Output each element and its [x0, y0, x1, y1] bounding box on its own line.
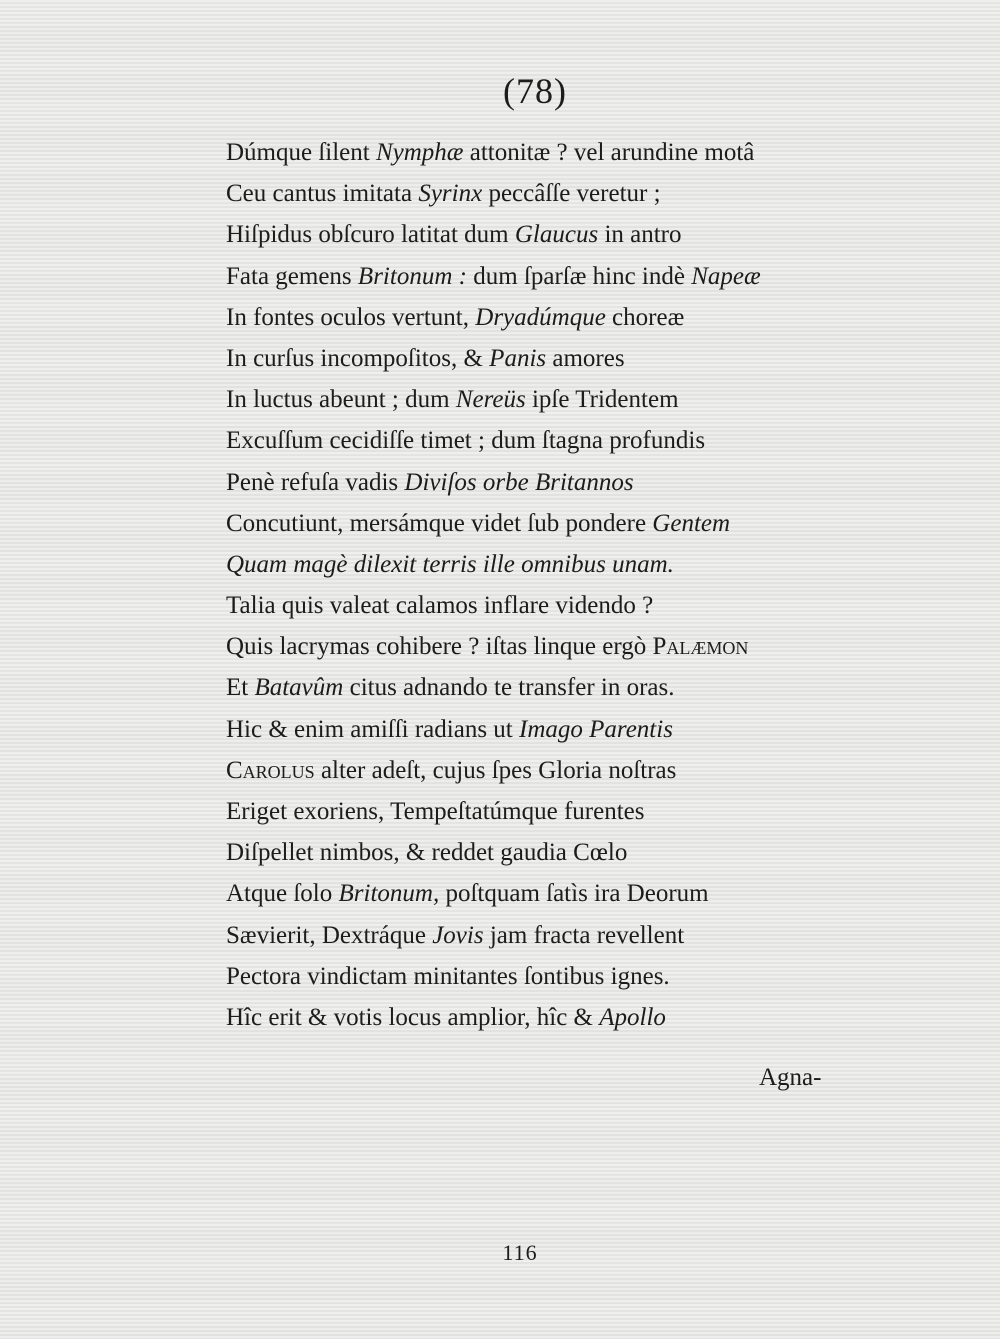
roman-text: Eriget exoriens, Tempeſtatúmque furentes [226, 798, 645, 825]
roman-text: In curſus incompoſitos, & [226, 344, 490, 372]
italic-text: Britonum, [338, 880, 440, 908]
verse-line [226, 791, 886, 832]
catchword: Agna- [759, 1064, 822, 1091]
roman-text: Pectora vindictam minitantes ſontibus ignes. [226, 962, 670, 990]
signature-number: 116 [502, 1240, 538, 1265]
verse-line [226, 667, 886, 708]
roman-text: choreæ [605, 303, 685, 331]
verse-line [226, 544, 886, 585]
roman-text: poſtquam ſatìs ira Deorum [439, 880, 709, 908]
italic-text: Glaucus [514, 221, 599, 249]
italic-text: Nereüs [455, 386, 526, 414]
verse-line [226, 214, 886, 255]
verse-line [226, 915, 886, 956]
verse-line [226, 997, 886, 1038]
roman-text: In fontes oculos vertunt, [226, 303, 476, 331]
italic-text: Quam magè dilexit terris ille omnibus unam. [226, 550, 674, 578]
italic-text: Gentem [652, 509, 731, 537]
italic-text: Diviſos orbe Britannos [404, 468, 634, 496]
roman-text: Hic & enim amiſſi radians ut [226, 715, 519, 743]
roman-text: Et [226, 674, 255, 702]
italic-text: Syrinx [418, 180, 483, 208]
roman-text: Hiſpidus obſcuro latitat dum [226, 221, 515, 249]
italic-text: Apollo [599, 1003, 666, 1031]
italic-text: Nymphæ [375, 139, 464, 166]
roman-text: citus adnando te transfer in oras. [343, 674, 675, 702]
roman-text: Quis lacrymas cohibere ? iſtas linque ergò [226, 633, 653, 661]
roman-text: Excuſſum cecidiſſe timet ; dum ſtagna profundis [226, 427, 706, 455]
roman-text: attonitæ ? vel arundine motâ [463, 139, 755, 166]
verse-line [226, 462, 886, 503]
verse-line [226, 956, 886, 997]
roman-text: alter adeſt, cujus ſpes Gloria noſtras [314, 756, 677, 784]
verse-line [226, 379, 886, 420]
italic-text: Jovis [432, 921, 484, 949]
italic-text: Batavûm [254, 674, 344, 702]
page-number: (78) [503, 71, 567, 111]
italic-text: Napeæ [691, 262, 761, 290]
roman-text: peccâſſe veretur ; [482, 180, 661, 208]
verse-line [226, 873, 886, 914]
roman-text: In luctus abeunt ; dum [226, 386, 456, 414]
italic-text: Britonum : [357, 262, 467, 290]
verse-line [226, 626, 886, 667]
verse-line [226, 132, 886, 173]
verse-line [226, 420, 886, 461]
roman-text: Concutiunt, mersámque videt ſub pondere [226, 509, 653, 537]
roman-text: Atque ſolo [226, 880, 339, 908]
roman-text: amores [546, 344, 625, 372]
roman-text: in antro [598, 221, 682, 249]
verse-line [226, 173, 886, 214]
roman-text: Hîc erit & votis locus amplior, hîc & [226, 1003, 600, 1031]
verse-line [226, 503, 886, 544]
roman-text: jam fracta revellent [483, 921, 685, 949]
verse-line [226, 832, 886, 873]
roman-text: ipſe Tridentem [525, 386, 679, 414]
verse-block [226, 132, 886, 1038]
verse-line [226, 256, 886, 297]
small-caps-text: Carolus [226, 756, 315, 784]
roman-text: Fata gemens [226, 262, 358, 290]
roman-text: Talia quis valeat calamos inflare videndo ? [226, 592, 654, 620]
roman-text: dum ſparſæ hinc indè [466, 262, 692, 290]
roman-text: Penè refuſa vadis [226, 468, 405, 496]
roman-text: Sævierit, Dextráque [226, 921, 433, 949]
italic-text: Dryadúmque [475, 303, 606, 331]
verse-line [226, 297, 886, 338]
verse-line [226, 750, 886, 791]
italic-text: Panis [489, 344, 547, 372]
small-caps-text: Palæmon [652, 633, 749, 661]
verse-line [226, 585, 886, 626]
verse-line [226, 338, 886, 379]
roman-text: Diſpellet nimbos, & reddet gaudia Cœlo [226, 839, 628, 867]
verse-line [226, 709, 886, 750]
roman-text: Dúmque ſilent [226, 139, 376, 166]
italic-text: Imago Parentis [519, 715, 673, 743]
roman-text: Ceu cantus imitata [226, 180, 419, 208]
